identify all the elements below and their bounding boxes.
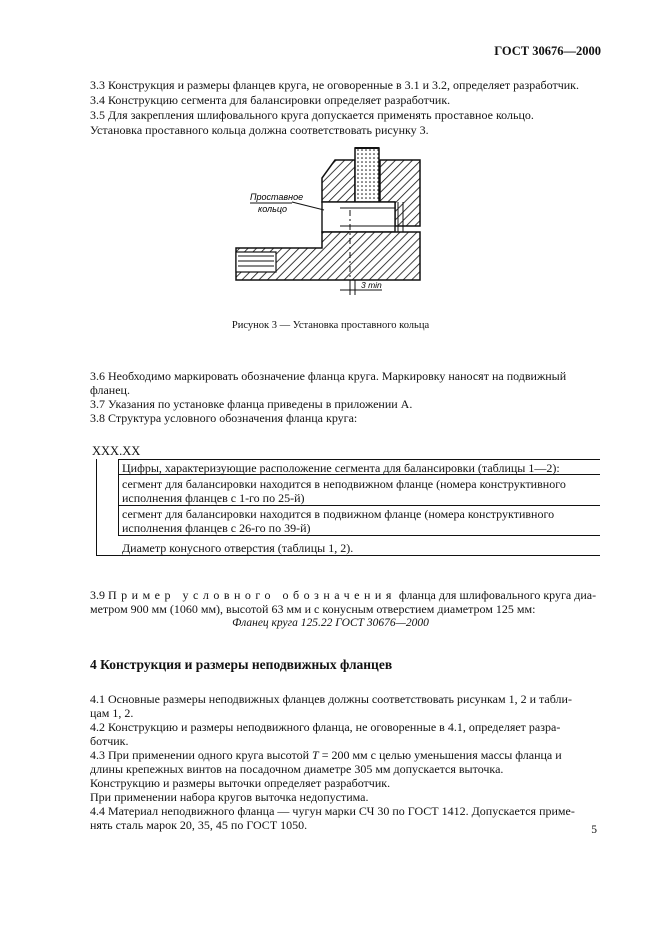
- paragraph-3-6-cont: фланец.: [90, 383, 130, 397]
- example-designation: Фланец круга 125.22 ГОСТ 30676—2000: [232, 617, 429, 629]
- dimension-label: 3 min: [361, 280, 382, 290]
- paragraph-3-9-text: фланца для шлифовального круга диа-: [398, 588, 597, 602]
- paragraph-4-4-cont: нять сталь марок 20, 35, 45 по ГОСТ 1050.: [90, 818, 308, 832]
- paragraph-4-3-cont: длины крепежных винтов на посадочном диаметре 305 мм допускается выточка.: [90, 762, 504, 776]
- scheme-row-bore-diameter: Диаметр конусного отверстия (таблицы 1, 2).: [122, 541, 354, 555]
- hub-lower-section: [236, 232, 420, 280]
- designation-code: ХХХ.ХХ: [92, 444, 141, 458]
- scheme-row-segment-position: Цифры, характеризующие расположение сегмента для балансировки (таблицы 1—2):: [122, 461, 560, 475]
- figure-caption: Рисунок 3 — Установка проставного кольца: [231, 320, 430, 331]
- paragraph-3-5: 3.5 Для закрепления шлифовального круга допускается применять проставное кольцо.: [90, 108, 534, 122]
- paragraph-3-8: 3.8 Структура условного обозначения фланца круга:: [90, 411, 358, 425]
- paragraph-3-9: [90, 588, 600, 603]
- paragraph-4-3-set: При применении набора кругов выточка недопустима.: [90, 790, 369, 804]
- figure-3-drawing: [220, 140, 450, 300]
- scheme-row-fixed-flange-b: исполнения фланцев с 1-го по 25-й): [122, 491, 305, 505]
- spacer-ring: [322, 202, 403, 232]
- paragraph-3-3: 3.3 Конструкция и размеры фланцев круга, не оговоренные в 3.1 и 3.2, определяет разработчик.: [90, 78, 579, 92]
- scheme-row-movable-flange-b: исполнения фланцев с 26-го по 39-й): [122, 521, 311, 535]
- spacer-ring-label-line2: кольцо: [258, 204, 288, 214]
- paragraph-3-9-cont: метром 900 мм (1060 мм), высотой 63 мм и с конусным отверстием диаметром 125 мм:: [90, 602, 536, 616]
- paragraph-4-1: 4.1 Основные размеры неподвижных фланцев должны соответствовать рисункам 1, 2 и табли-: [90, 692, 572, 706]
- grinding-wheel-section: [355, 148, 379, 202]
- paragraph-4-1-cont: цам 1, 2.: [90, 706, 134, 720]
- paragraph-4-2-cont: ботчик.: [90, 734, 129, 748]
- paragraph-4-3-design: Конструкцию и размеры выточки определяет разработчик.: [90, 776, 391, 790]
- paragraph-4-2: 4.2 Конструкцию и размеры неподвижного фланца, не оговоренные в 4.1, определяет разра-: [90, 720, 561, 734]
- paragraph-4-4: 4.4 Материал неподвижного фланца — чугун марки СЧ 30 по ГОСТ 1412. Допускается приме-: [90, 804, 575, 818]
- paragraph-3-4: 3.4 Конструкцию сегмента для балансировки определяет разработчик.: [90, 93, 451, 107]
- paragraph-3-9-spaced-term: Пример условного обозначения: [108, 588, 396, 602]
- spacer-ring-label-line1: Проставное: [250, 192, 304, 202]
- page-number: 5: [591, 824, 597, 836]
- paragraph-4-3: 4.3 При применении одного круга высотой T = 200 мм с целью уменьшения массы фланца и: [90, 748, 562, 762]
- variable-T: T: [312, 748, 319, 762]
- paragraph-3-5-cont: Установка проставного кольца должна соответствовать рисунку 3.: [90, 123, 429, 137]
- paragraph-3-7: 3.7 Указания по установке фланца приведены в приложении А.: [90, 397, 413, 411]
- section-4-title: 4 Конструкция и размеры неподвижных фланцев: [90, 657, 393, 672]
- scheme-row-fixed-flange-a: сегмент для балансировки находится в неподвижном фланце (номера конструктивного: [122, 477, 566, 491]
- label-leader-line: [292, 202, 324, 210]
- paragraph-3-6: 3.6 Необходимо маркировать обозначение фланца круга. Маркировку наносят на подвижный: [90, 369, 567, 383]
- document-id: ГОСТ 30676—2000: [494, 44, 601, 58]
- paragraph-3-9-number: 3.9: [90, 588, 105, 602]
- scheme-row-movable-flange-a: сегмент для балансировки находится в подвижном фланце (номера конструктивного: [122, 507, 555, 521]
